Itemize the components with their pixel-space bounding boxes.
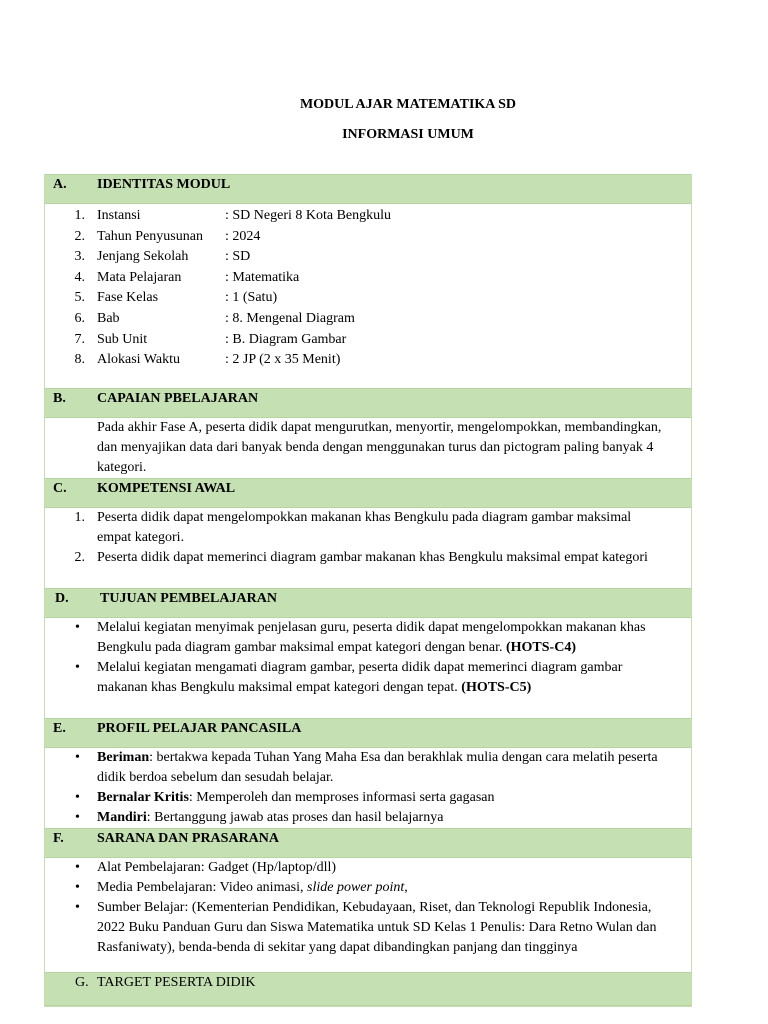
identity-value: : 2024: [225, 228, 261, 244]
profile-description: : bertakwa kepada Tuhan Yang Maha Esa dan berakhlak mulia dengan cara melatih peserta didik berdoa sebelum dan sesudah belajar.: [97, 750, 658, 785]
identity-number: 7.: [74, 331, 85, 347]
facility-text-suffix: ,: [404, 880, 408, 895]
facility-text: Alat Pembelajaran: Gadget (Hp/laptop/dll): [97, 860, 337, 875]
document-title: MODUL AJAR MATEMATIKA SD: [299, 97, 517, 112]
identity-label: Alokasi Waktu: [97, 352, 180, 368]
identity-label: Sub Unit: [97, 331, 148, 347]
identity-value: : SD: [225, 249, 251, 265]
document-subtitle: INFORMASI UMUM: [342, 127, 474, 142]
bullet-icon: •: [75, 860, 80, 875]
identity-number: 8.: [74, 352, 85, 368]
facility-text: [97, 878, 665, 898]
profile-text: [97, 748, 665, 788]
section-g-letter: G.: [75, 975, 89, 990]
section-b-header: [45, 388, 691, 418]
objective-text: [97, 618, 665, 658]
profile-item: [45, 748, 691, 788]
section-f-body: [45, 858, 691, 972]
section-d-letter: D.: [55, 591, 69, 606]
section-d-header: [45, 588, 691, 618]
bullet-icon: •: [75, 750, 80, 765]
identity-number: 4.: [74, 269, 85, 285]
identity-row: [45, 288, 691, 309]
section-c-letter: C.: [53, 481, 67, 496]
identity-row: [45, 350, 691, 371]
section-e-header: [45, 718, 691, 748]
section-f-letter: F.: [53, 831, 64, 846]
section-d-heading: TUJUAN PEMBELAJARAN: [100, 591, 277, 606]
facility-text: Sumber Belajar: (Kementerian Pendidikan, Kebudayaan, Riset, dan Teknologi Republik Indonesia, 2022 Buku Panduan Guru dan Siswa Matematika untuk SD Kelas 1 Penulis: Dara Retno Wulan dan Rasfaniwaty), benda-benda di sekitar yang dapat dibandingkan panjang dan tingginya: [97, 900, 657, 955]
identity-number: 6.: [74, 310, 85, 326]
identity-row: [45, 330, 691, 351]
profile-item: [45, 808, 691, 828]
identity-value: : B. Diagram Gambar: [225, 331, 347, 347]
identity-row: [45, 309, 691, 330]
bullet-icon: •: [75, 660, 80, 675]
facility-italic-text: slide power point: [307, 880, 405, 895]
competency-text: Peserta didik dapat mengelompokkan makanan khas Bengkulu pada diagram gambar maksimal empat kategori.: [97, 510, 632, 545]
module-info-table: [44, 174, 692, 1007]
identity-label: Jenjang Sekolah: [97, 249, 189, 265]
identity-number: 5.: [74, 290, 85, 306]
section-d-body: [45, 618, 691, 718]
identity-label: Mata Pelajaran: [97, 269, 182, 285]
identity-row: [45, 227, 691, 248]
section-g-header: [45, 972, 691, 1006]
identity-number: 3.: [74, 249, 85, 265]
identity-number: 1.: [74, 208, 85, 223]
bullet-icon: •: [75, 790, 80, 805]
section-b-heading: CAPAIAN PBELAJARAN: [97, 391, 259, 406]
bullet-icon: •: [75, 810, 80, 825]
objective-text-body: Melalui kegiatan menyimak penjelasan guru, peserta didik dapat mengelompokkan makanan khas Bengkulu pada diagram gambar maksimal empat kategori dengan benar.: [97, 620, 646, 655]
facility-item: [45, 858, 691, 878]
objective-item: [45, 658, 691, 698]
identity-label: Instansi: [97, 208, 141, 223]
section-f-header: [45, 828, 691, 858]
bullet-icon: •: [75, 900, 80, 915]
objective-text-body: Melalui kegiatan mengamati diagram gambar, peserta didik dapat memerinci diagram gambar makanan khas Bengkulu maksimal empat kategori dengan tepat.: [97, 660, 623, 695]
objective-item: [45, 618, 691, 658]
section-c-header: [45, 478, 691, 508]
profile-text: [97, 788, 665, 808]
identity-value: : 2 JP (2 x 35 Menit): [225, 352, 341, 368]
section-f-heading: SARANA DAN PRASARANA: [97, 831, 280, 846]
section-a-header: [45, 174, 691, 204]
profile-description: : Memperoleh dan memproses informasi serta gagasan: [188, 790, 495, 805]
identity-row: [45, 206, 691, 227]
identity-value: : Matematika: [225, 269, 300, 285]
section-c-heading: KOMPETENSI AWAL: [97, 481, 236, 496]
competency-number: 1.: [74, 510, 85, 525]
competency-item: [45, 548, 691, 568]
competency-text: Peserta didik dapat memerinci diagram gambar makanan khas Bengkulu maksimal empat kategori: [97, 550, 648, 565]
profile-term: Bernalar Kritis: [97, 790, 189, 805]
section-c-body: [45, 508, 691, 588]
identity-value: : 1 (Satu): [225, 290, 278, 306]
identity-value: : SD Negeri 8 Kota Bengkulu: [225, 208, 392, 223]
objective-text: [97, 658, 665, 698]
identity-label: Bab: [97, 310, 120, 326]
learning-achievement-text: Pada akhir Fase A, peserta didik dapat mengurutkan, menyortir, mengelompokkan, membandingkan, dan menyajikan data dari banyak benda dengan menggunakan turus dan pictogram paling banyak 4 kategori.: [97, 420, 662, 476]
section-a-body: [45, 204, 691, 388]
profile-text: [97, 808, 665, 828]
section-e-letter: E.: [53, 721, 66, 736]
identity-label: Fase Kelas: [97, 290, 159, 306]
section-a-letter: A.: [53, 177, 67, 192]
profile-term: Beriman: [97, 750, 150, 765]
facility-item: [45, 878, 691, 898]
hots-tag: (HOTS-C4): [505, 640, 576, 655]
competency-number: 2.: [74, 550, 85, 565]
identity-number: 2.: [74, 228, 85, 244]
identity-row: [45, 247, 691, 268]
bullet-icon: •: [75, 880, 80, 895]
section-g-heading: TARGET PESERTA DIDIK: [97, 975, 256, 990]
bullet-icon: •: [75, 620, 80, 635]
identity-label: Tahun Penyusunan: [97, 228, 203, 244]
section-b-letter: B.: [53, 391, 66, 406]
profile-item: [45, 788, 691, 808]
section-e-heading: PROFIL PELAJAR PANCASILA: [97, 721, 302, 736]
section-a-heading: IDENTITAS MODUL: [97, 177, 231, 192]
profile-term: Mandiri: [97, 810, 147, 825]
identity-value: : 8. Mengenal Diagram: [225, 310, 355, 326]
facility-text-body: Media Pembelajaran: Video animasi,: [97, 880, 308, 895]
hots-tag: (HOTS-C5): [461, 680, 532, 695]
identity-row: [45, 268, 691, 289]
section-e-body: [45, 748, 691, 828]
section-b-body: [45, 418, 691, 478]
facility-item: [45, 898, 691, 958]
competency-item: [45, 508, 691, 548]
profile-description: : Bertanggung jawab atas proses dan hasil belajarnya: [146, 810, 444, 825]
